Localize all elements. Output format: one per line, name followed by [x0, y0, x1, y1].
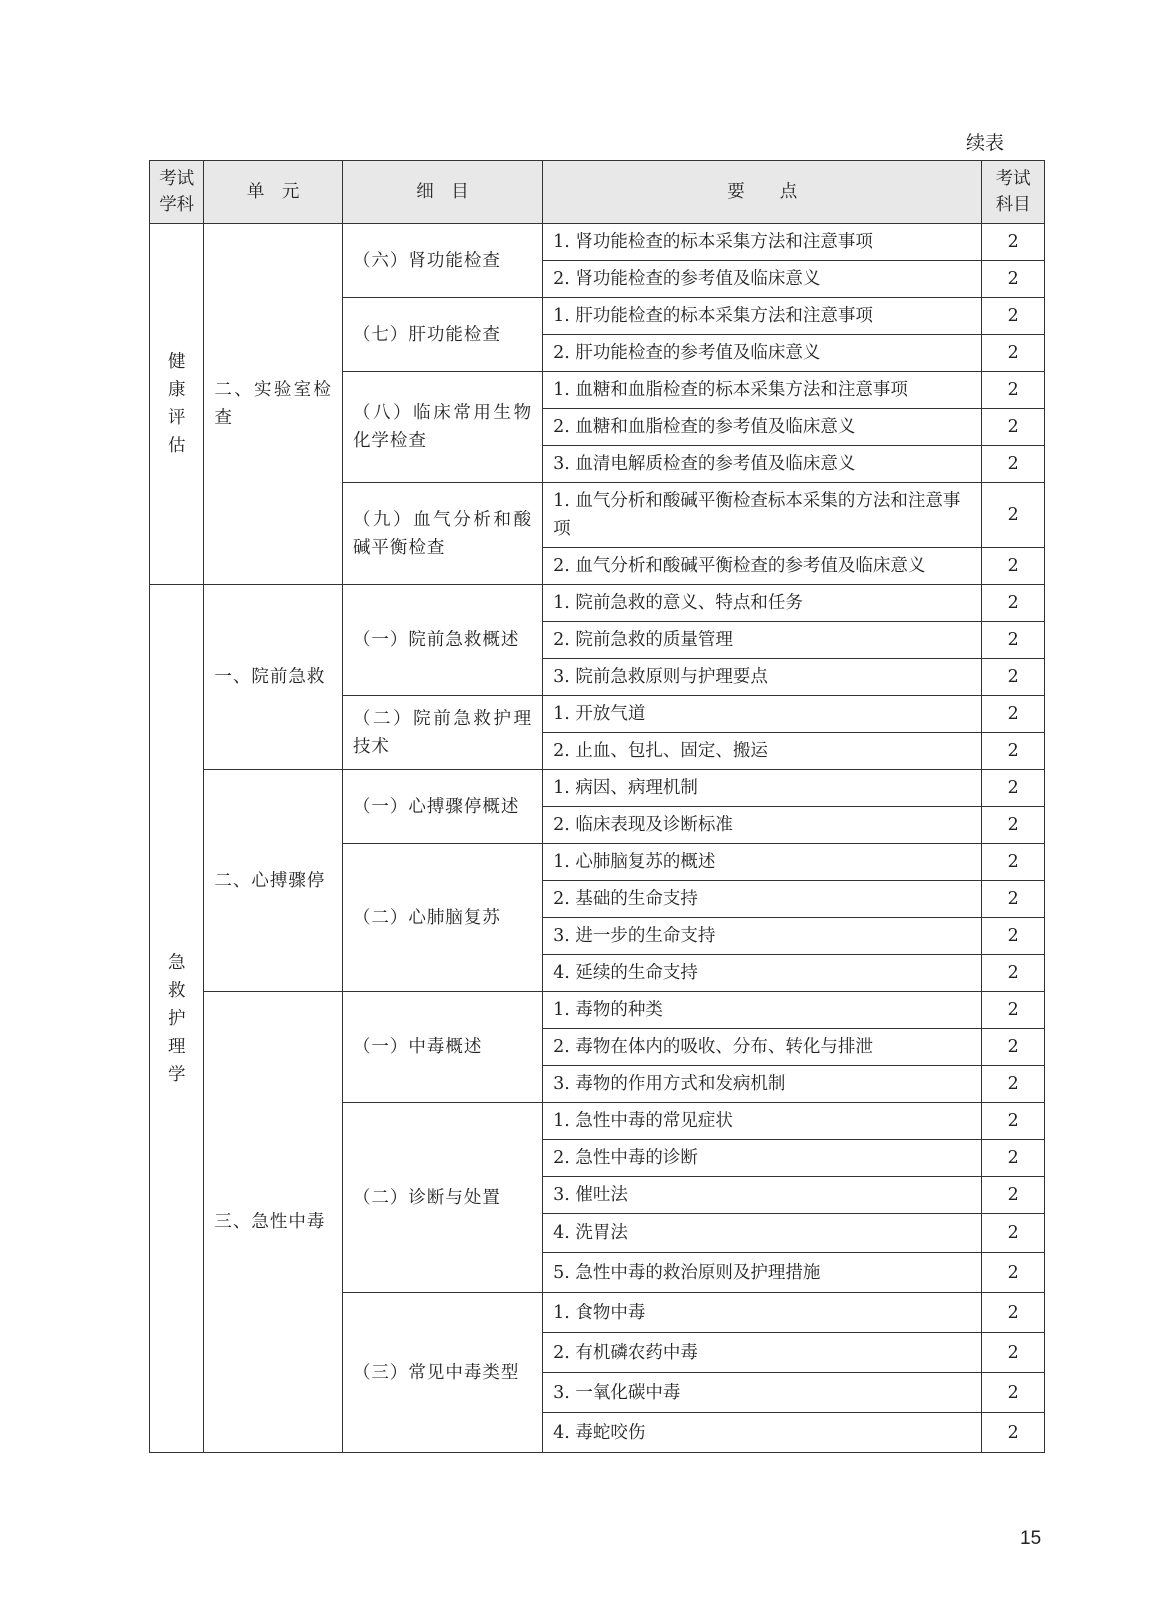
grade-cell: 2 — [982, 1333, 1045, 1373]
point-cell: 1. 血糖和血脂检查的标本采集方法和注意事项 — [543, 372, 982, 409]
grade-cell: 2 — [982, 696, 1045, 733]
grade-cell: 2 — [982, 1066, 1045, 1103]
header-unit: 单 元 — [204, 161, 343, 224]
grade-cell: 2 — [982, 224, 1045, 261]
unit-cell: 一、院前急救 — [204, 585, 343, 770]
header-point: 要 点 — [543, 161, 982, 224]
grade-cell: 2 — [982, 733, 1045, 770]
point-cell: 2. 止血、包扎、固定、搬运 — [543, 733, 982, 770]
point-cell: 2. 院前急救的质量管理 — [543, 622, 982, 659]
grade-cell: 2 — [982, 1214, 1045, 1253]
point-cell: 4. 毒蛇咬伤 — [543, 1413, 982, 1453]
grade-cell: 2 — [982, 1293, 1045, 1333]
grade-cell: 2 — [982, 1413, 1045, 1453]
point-cell: 3. 血清电解质检查的参考值及临床意义 — [543, 446, 982, 483]
syllabus-table — [149, 160, 1045, 1453]
table-row — [150, 770, 1045, 807]
grade-cell: 2 — [982, 770, 1045, 807]
header-row — [150, 161, 1045, 224]
unit-cell: 三、急性中毒 — [204, 992, 343, 1453]
item-cell: （一）中毒概述 — [342, 992, 542, 1103]
table-row — [150, 585, 1045, 622]
point-cell: 2. 有机磷农药中毒 — [543, 1333, 982, 1373]
grade-cell: 2 — [982, 548, 1045, 585]
point-cell: 1. 肾功能检查的标本采集方法和注意事项 — [543, 224, 982, 261]
unit-cell: 二、实验室检查 — [204, 224, 343, 585]
subject-cell: 健 康 评 估 — [150, 224, 204, 585]
item-cell: （二）院前急救护理技术 — [342, 696, 542, 770]
point-cell: 2. 肾功能检查的参考值及临床意义 — [543, 261, 982, 298]
grade-cell: 2 — [982, 483, 1045, 548]
item-cell: （八）临床常用生物化学检查 — [342, 372, 542, 483]
grade-cell: 2 — [982, 807, 1045, 844]
point-cell: 1. 急性中毒的常见症状 — [543, 1103, 982, 1140]
grade-cell: 2 — [982, 409, 1045, 446]
point-cell: 2. 临床表现及诊断标准 — [543, 807, 982, 844]
point-cell: 2. 肝功能检查的参考值及临床意义 — [543, 335, 982, 372]
grade-cell: 2 — [982, 622, 1045, 659]
point-cell: 1. 毒物的种类 — [543, 992, 982, 1029]
point-cell: 2. 急性中毒的诊断 — [543, 1140, 982, 1177]
grade-cell: 2 — [982, 1177, 1045, 1214]
header-grade: 考试 科目 — [982, 161, 1045, 224]
point-cell: 3. 进一步的生命支持 — [543, 918, 982, 955]
item-cell: （九）血气分析和酸碱平衡检查 — [342, 483, 542, 585]
grade-cell: 2 — [982, 1029, 1045, 1066]
grade-cell: 2 — [982, 1103, 1045, 1140]
subject-cell: 急 救 护 理 学 — [150, 585, 204, 1453]
item-cell: （一）心搏骤停概述 — [342, 770, 542, 844]
grade-cell: 2 — [982, 918, 1045, 955]
point-cell: 2. 血气分析和酸碱平衡检查的参考值及临床意义 — [543, 548, 982, 585]
point-cell: 1. 血气分析和酸碱平衡检查标本采集的方法和注意事项 — [543, 483, 982, 548]
grade-cell: 2 — [982, 1253, 1045, 1293]
grade-cell: 2 — [982, 659, 1045, 696]
point-cell: 1. 院前急救的意义、特点和任务 — [543, 585, 982, 622]
item-cell: （一）院前急救概述 — [342, 585, 542, 696]
grade-cell: 2 — [982, 844, 1045, 881]
grade-cell: 2 — [982, 992, 1045, 1029]
point-cell: 1. 食物中毒 — [543, 1293, 982, 1333]
grade-cell: 2 — [982, 446, 1045, 483]
point-cell: 1. 病因、病理机制 — [543, 770, 982, 807]
point-cell: 1. 心肺脑复苏的概述 — [543, 844, 982, 881]
point-cell: 3. 院前急救原则与护理要点 — [543, 659, 982, 696]
point-cell: 3. 一氧化碳中毒 — [543, 1373, 982, 1413]
point-cell: 4. 延续的生命支持 — [543, 955, 982, 992]
point-cell: 4. 洗胃法 — [543, 1214, 982, 1253]
header-subject: 考试 学科 — [150, 161, 204, 224]
grade-cell: 2 — [982, 955, 1045, 992]
point-cell: 1. 开放气道 — [543, 696, 982, 733]
point-cell: 2. 毒物在体内的吸收、分布、转化与排泄 — [543, 1029, 982, 1066]
item-cell: （二）诊断与处置 — [342, 1103, 542, 1293]
grade-cell: 2 — [982, 1373, 1045, 1413]
point-cell: 2. 血糖和血脂检查的参考值及临床意义 — [543, 409, 982, 446]
item-cell: （六）肾功能检查 — [342, 224, 542, 298]
grade-cell: 2 — [982, 261, 1045, 298]
page-number: 15 — [1020, 1528, 1042, 1549]
table-row — [150, 224, 1045, 261]
grade-cell: 2 — [982, 585, 1045, 622]
point-cell: 3. 毒物的作用方式和发病机制 — [543, 1066, 982, 1103]
header-item: 细 目 — [342, 161, 542, 224]
item-cell: （七）肝功能检查 — [342, 298, 542, 372]
grade-cell: 2 — [982, 1140, 1045, 1177]
point-cell: 2. 基础的生命支持 — [543, 881, 982, 918]
point-cell: 1. 肝功能检查的标本采集方法和注意事项 — [543, 298, 982, 335]
point-cell: 5. 急性中毒的救治原则及护理措施 — [543, 1253, 982, 1293]
point-cell: 3. 催吐法 — [543, 1177, 982, 1214]
grade-cell: 2 — [982, 372, 1045, 409]
table-row — [150, 992, 1045, 1029]
grade-cell: 2 — [982, 881, 1045, 918]
grade-cell: 2 — [982, 298, 1045, 335]
item-cell: （三）常见中毒类型 — [342, 1293, 542, 1453]
item-cell: （二）心肺脑复苏 — [342, 844, 542, 992]
unit-cell: 二、心搏骤停 — [204, 770, 343, 992]
continue-label: 续表 — [966, 132, 1005, 154]
grade-cell: 2 — [982, 335, 1045, 372]
table-body — [150, 224, 1045, 1453]
